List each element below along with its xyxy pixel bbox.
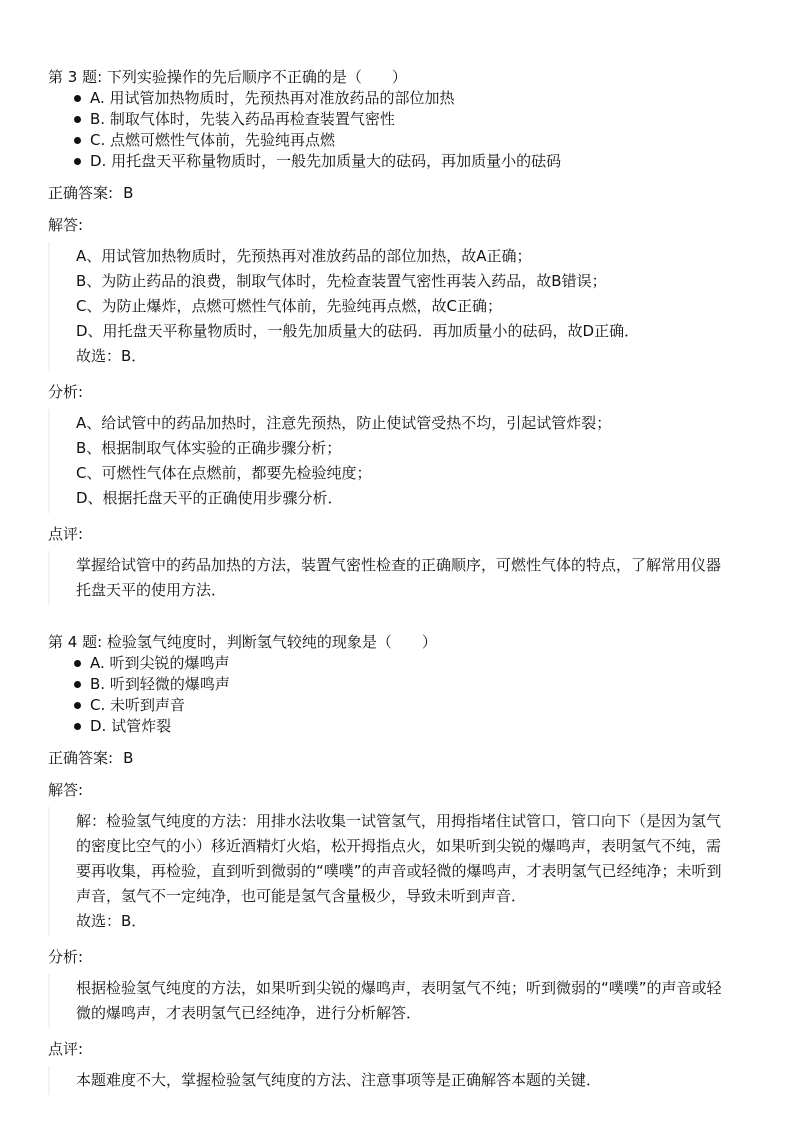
answer-value: B	[123, 184, 134, 202]
question-title: 第 4 题: 检验氢气纯度时，判断氢气较纯的现象是（ ）	[48, 633, 437, 651]
solution-line: C、为防止爆炸，点燃可燃性气体前，先验纯再点燃，故C正确；	[76, 297, 502, 315]
bullet-icon	[74, 660, 81, 667]
analysis-line: C、可燃性气体在点燃前，都要先检验纯度；	[76, 464, 372, 482]
options-list	[48, 653, 728, 737]
option-b: B. 制取气体时，先装入药品再检查装置气密性	[74, 109, 728, 130]
comment-box	[48, 551, 728, 605]
solution-line: D、用托盘天平称量物质时，一般先加质量大的砝码．再加质量小的砝码，故D正确．	[76, 322, 640, 340]
solution-line: A、用试管加热物质时，先预热再对准放药品的部位加热，故A正确；	[76, 247, 532, 265]
option-c: C. 未听到声音	[74, 695, 728, 716]
option-c: C. 点燃可燃性气体前，先验纯再点燃	[74, 130, 728, 151]
question-4	[48, 631, 728, 1095]
bullet-icon	[74, 116, 81, 123]
bullet-icon	[74, 723, 81, 730]
comment-box	[48, 1066, 728, 1095]
option-d: D. 用托盘天平称量物质时，一般先加质量大的砝码，再加质量小的砝码	[74, 151, 728, 172]
options-list	[48, 88, 728, 172]
bullet-icon	[74, 158, 81, 165]
bullet-icon	[74, 95, 81, 102]
solution-line: 故选：B．	[76, 347, 147, 365]
analysis-line: D、根据托盘天平的正确使用步骤分析．	[76, 489, 343, 507]
analysis-line: B、根据制取气体实验的正确步骤分析；	[76, 439, 342, 457]
analysis-label: 分析:	[48, 948, 84, 966]
bullet-icon	[74, 702, 81, 709]
analysis-text: 根据检验氢气纯度的方法，如果听到尖锐的爆鸣声，表明氢气不纯；听到微弱的“噗噗”的声音或轻微的爆鸣声，才表明氢气已经纯净，进行分析解答．	[76, 979, 722, 1022]
solution-box	[48, 242, 728, 371]
solution-label: 解答:	[48, 216, 84, 234]
solution-text: 解：检验氢气纯度的方法：用排水法收集一试管氢气，用拇指堵住试管口，管口向下（是因为氢气的密度比空气的小）移近酒精灯火焰，松开拇指点火，如果听到尖锐的爆鸣声，表明氢气不纯，需要再收集，再检验，直到听到微弱的“噗噗”的声音或轻微的爆鸣声，才表明氢气已经纯净；未听到声音，氢气不一定纯净，也可能是氢气含量极少，导致未听到声音．	[76, 812, 722, 905]
page	[48, 66, 728, 1121]
solution-line: B、为防止药品的浪费，制取气体时，先检查装置气密性再装入药品，故B错误；	[76, 272, 607, 290]
option-a: A. 用试管加热物质时，先预热再对准放药品的部位加热	[74, 88, 728, 109]
solution-box	[48, 807, 728, 936]
answer-label: 正确答案:	[48, 184, 114, 202]
question-3	[48, 66, 728, 605]
comment-label: 点评:	[48, 525, 84, 543]
analysis-label: 分析:	[48, 383, 84, 401]
comment-label: 点评:	[48, 1040, 84, 1058]
answer-label: 正确答案:	[48, 749, 114, 767]
bullet-icon	[74, 681, 81, 688]
option-d: D. 试管炸裂	[74, 716, 728, 737]
solution-tail: 故选：B．	[76, 912, 147, 930]
solution-label: 解答:	[48, 781, 84, 799]
analysis-box	[48, 974, 728, 1028]
correct-answer	[48, 747, 728, 769]
analysis-line: A、给试管中的药品加热时，注意先预热，防止使试管受热不均，引起试管炸裂；	[76, 414, 612, 432]
question-title: 第 3 题: 下列实验操作的先后顺序不正确的是（ ）	[48, 68, 407, 86]
correct-answer	[48, 182, 728, 204]
comment-text: 掌握给试管中的药品加热的方法，装置气密性检查的正确顺序，可燃性气体的特点，了解常用仪器托盘天平的使用方法．	[76, 556, 722, 599]
answer-value: B	[123, 749, 134, 767]
analysis-box	[48, 409, 728, 513]
bullet-icon	[74, 137, 81, 144]
comment-text: 本题难度不大，掌握检验氢气纯度的方法、注意事项等是正确解答本题的关键．	[76, 1071, 602, 1089]
option-a: A. 听到尖锐的爆鸣声	[74, 653, 728, 674]
option-b: B. 听到轻微的爆鸣声	[74, 674, 728, 695]
